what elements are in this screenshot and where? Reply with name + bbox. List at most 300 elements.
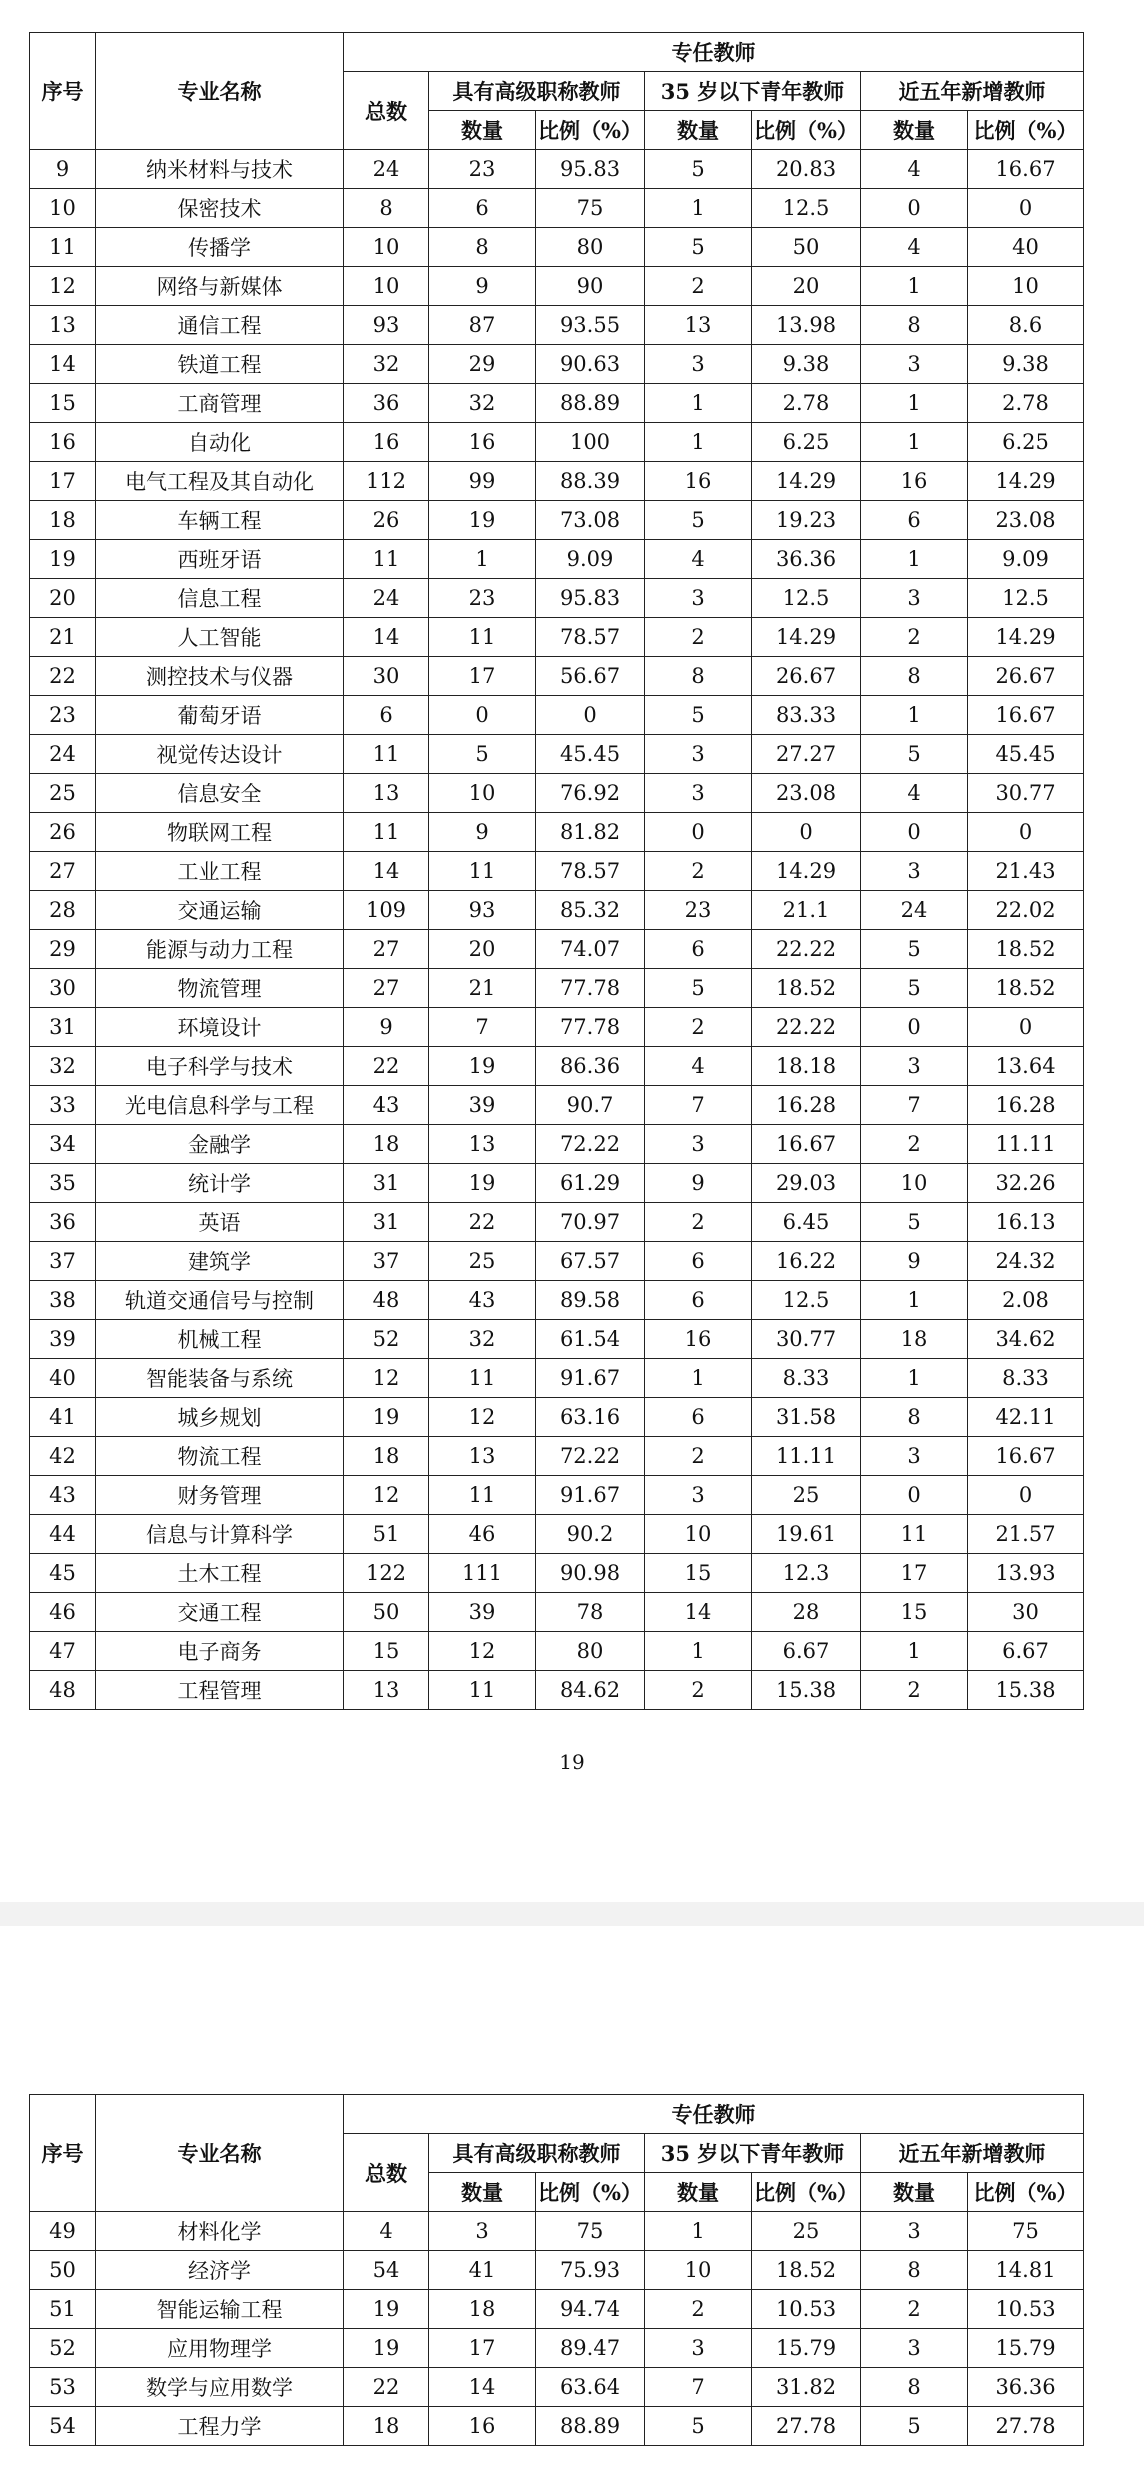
senior-ratio-cell: 91.67 bbox=[536, 1359, 645, 1398]
seq-cell: 41 bbox=[30, 1398, 96, 1437]
young-count-cell: 8 bbox=[645, 657, 752, 696]
senior-count-cell: 11 bbox=[429, 1359, 536, 1398]
senior-ratio-cell: 75.93 bbox=[536, 2251, 645, 2290]
senior-count-cell: 13 bbox=[429, 1437, 536, 1476]
young-ratio-cell: 18.52 bbox=[752, 2251, 861, 2290]
recent-count-cell: 3 bbox=[861, 579, 968, 618]
seq-cell: 22 bbox=[30, 657, 96, 696]
table-row bbox=[30, 1008, 1084, 1047]
table-row bbox=[30, 1359, 1084, 1398]
recent-ratio-cell: 15.38 bbox=[968, 1671, 1084, 1710]
table-row bbox=[30, 267, 1084, 306]
recent-ratio-cell: 34.62 bbox=[968, 1320, 1084, 1359]
young-count-cell: 14 bbox=[645, 1593, 752, 1632]
senior-ratio-cell: 74.07 bbox=[536, 930, 645, 969]
table-row bbox=[30, 1164, 1084, 1203]
major-name-cell: 轨道交通信号与控制 bbox=[96, 1281, 344, 1320]
recent-ratio-cell: 6.25 bbox=[968, 423, 1084, 462]
table-row bbox=[30, 969, 1084, 1008]
major-name-cell: 物联网工程 bbox=[96, 813, 344, 852]
young-count-cell: 10 bbox=[645, 2251, 752, 2290]
young-ratio-cell: 29.03 bbox=[752, 1164, 861, 1203]
total-cell: 37 bbox=[344, 1242, 429, 1281]
major-name-cell: 应用物理学 bbox=[96, 2329, 344, 2368]
page-number: 19 bbox=[559, 1750, 585, 1774]
total-cell: 26 bbox=[344, 501, 429, 540]
senior-count-cell: 16 bbox=[429, 2407, 536, 2446]
young-ratio-cell: 23.08 bbox=[752, 774, 861, 813]
total-cell: 18 bbox=[344, 1437, 429, 1476]
table-body bbox=[30, 150, 1084, 1710]
seq-cell: 23 bbox=[30, 696, 96, 735]
seq-cell: 48 bbox=[30, 1671, 96, 1710]
major-name-cell: 物流工程 bbox=[96, 1437, 344, 1476]
major-header: 专业名称 bbox=[96, 33, 344, 150]
recent-ratio-cell: 9.09 bbox=[968, 540, 1084, 579]
young-ratio-cell: 31.82 bbox=[752, 2368, 861, 2407]
major-name-cell: 智能装备与系统 bbox=[96, 1359, 344, 1398]
senior-count-cell: 9 bbox=[429, 813, 536, 852]
young-ratio-cell: 83.33 bbox=[752, 696, 861, 735]
major-name-cell: 工商管理 bbox=[96, 384, 344, 423]
senior-count-cell: 23 bbox=[429, 579, 536, 618]
recent-hire-header: 近五年新增教师 bbox=[861, 72, 1084, 111]
seq-cell: 37 bbox=[30, 1242, 96, 1281]
seq-cell: 46 bbox=[30, 1593, 96, 1632]
recent-count-cell: 3 bbox=[861, 2329, 968, 2368]
young-count-cell: 2 bbox=[645, 618, 752, 657]
senior-ratio-cell: 89.47 bbox=[536, 2329, 645, 2368]
senior-ratio-cell: 80 bbox=[536, 228, 645, 267]
seq-cell: 45 bbox=[30, 1554, 96, 1593]
faculty-group-header: 专任教师 bbox=[344, 2095, 1084, 2134]
young-count-cell: 16 bbox=[645, 462, 752, 501]
recent-count-cell: 1 bbox=[861, 1632, 968, 1671]
recent-count-cell: 1 bbox=[861, 423, 968, 462]
seq-cell: 43 bbox=[30, 1476, 96, 1515]
young-ratio-cell: 10.53 bbox=[752, 2290, 861, 2329]
table-row bbox=[30, 1554, 1084, 1593]
senior-count-cell: 39 bbox=[429, 1593, 536, 1632]
table-row bbox=[30, 384, 1084, 423]
major-name-cell: 财务管理 bbox=[96, 1476, 344, 1515]
recent-count-cell: 15 bbox=[861, 1593, 968, 1632]
total-cell: 12 bbox=[344, 1476, 429, 1515]
recent-count-cell: 4 bbox=[861, 150, 968, 189]
young-count-cell: 23 bbox=[645, 891, 752, 930]
recent-count-cell: 2 bbox=[861, 1125, 968, 1164]
major-name-cell: 工业工程 bbox=[96, 852, 344, 891]
recent-ratio-cell: 14.81 bbox=[968, 2251, 1084, 2290]
count-header: 数量 bbox=[645, 2173, 752, 2212]
young-ratio-cell: 27.27 bbox=[752, 735, 861, 774]
young-count-cell: 3 bbox=[645, 1125, 752, 1164]
seq-cell: 14 bbox=[30, 345, 96, 384]
major-name-cell: 自动化 bbox=[96, 423, 344, 462]
table-row bbox=[30, 462, 1084, 501]
total-cell: 52 bbox=[344, 1320, 429, 1359]
recent-count-cell: 6 bbox=[861, 501, 968, 540]
recent-ratio-cell: 26.67 bbox=[968, 657, 1084, 696]
young-count-cell: 6 bbox=[645, 1281, 752, 1320]
senior-ratio-cell: 90.63 bbox=[536, 345, 645, 384]
recent-count-cell: 8 bbox=[861, 2251, 968, 2290]
recent-count-cell: 0 bbox=[861, 1008, 968, 1047]
table-row bbox=[30, 657, 1084, 696]
senior-count-cell: 17 bbox=[429, 2329, 536, 2368]
recent-count-cell: 24 bbox=[861, 891, 968, 930]
table-row bbox=[30, 1632, 1084, 1671]
table-row bbox=[30, 2251, 1084, 2290]
table-row bbox=[30, 1242, 1084, 1281]
count-header: 数量 bbox=[861, 2173, 968, 2212]
total-cell: 31 bbox=[344, 1164, 429, 1203]
table-row bbox=[30, 1671, 1084, 1710]
ratio-header: 比例（%） bbox=[536, 111, 645, 150]
total-cell: 93 bbox=[344, 306, 429, 345]
seq-cell: 9 bbox=[30, 150, 96, 189]
recent-count-cell: 1 bbox=[861, 540, 968, 579]
young-ratio-cell: 21.1 bbox=[752, 891, 861, 930]
total-cell: 30 bbox=[344, 657, 429, 696]
senior-count-cell: 43 bbox=[429, 1281, 536, 1320]
senior-ratio-cell: 78.57 bbox=[536, 852, 645, 891]
total-cell: 32 bbox=[344, 345, 429, 384]
young-teacher-header: 35 岁以下青年教师 bbox=[645, 72, 861, 111]
total-cell: 22 bbox=[344, 1047, 429, 1086]
young-count-cell: 5 bbox=[645, 501, 752, 540]
senior-ratio-cell: 78 bbox=[536, 1593, 645, 1632]
document-page-2 bbox=[0, 1926, 1144, 2466]
young-ratio-cell: 25 bbox=[752, 2212, 861, 2251]
total-header: 总数 bbox=[344, 72, 429, 150]
young-ratio-cell: 18.52 bbox=[752, 969, 861, 1008]
senior-count-cell: 18 bbox=[429, 2290, 536, 2329]
recent-count-cell: 18 bbox=[861, 1320, 968, 1359]
total-cell: 18 bbox=[344, 1125, 429, 1164]
senior-ratio-cell: 56.67 bbox=[536, 657, 645, 696]
young-count-cell: 10 bbox=[645, 1515, 752, 1554]
table-row bbox=[30, 1281, 1084, 1320]
total-cell: 16 bbox=[344, 423, 429, 462]
senior-count-cell: 11 bbox=[429, 1476, 536, 1515]
recent-ratio-cell: 10.53 bbox=[968, 2290, 1084, 2329]
senior-ratio-cell: 90.2 bbox=[536, 1515, 645, 1554]
table-row bbox=[30, 1515, 1084, 1554]
recent-count-cell: 7 bbox=[861, 1086, 968, 1125]
ratio-header: 比例（%） bbox=[752, 111, 861, 150]
recent-count-cell: 1 bbox=[861, 384, 968, 423]
young-ratio-cell: 2.78 bbox=[752, 384, 861, 423]
senior-count-cell: 0 bbox=[429, 696, 536, 735]
young-ratio-cell: 31.58 bbox=[752, 1398, 861, 1437]
young-count-cell: 3 bbox=[645, 2329, 752, 2368]
senior-count-cell: 11 bbox=[429, 618, 536, 657]
major-name-cell: 车辆工程 bbox=[96, 501, 344, 540]
young-ratio-cell: 19.23 bbox=[752, 501, 861, 540]
young-count-cell: 6 bbox=[645, 1398, 752, 1437]
seq-cell: 26 bbox=[30, 813, 96, 852]
recent-ratio-cell: 6.67 bbox=[968, 1632, 1084, 1671]
table-row bbox=[30, 1320, 1084, 1359]
young-count-cell: 3 bbox=[645, 735, 752, 774]
table-row bbox=[30, 930, 1084, 969]
young-count-cell: 6 bbox=[645, 1242, 752, 1281]
total-cell: 6 bbox=[344, 696, 429, 735]
recent-count-cell: 8 bbox=[861, 306, 968, 345]
page-gap bbox=[0, 1902, 1144, 1926]
table-row bbox=[30, 1398, 1084, 1437]
senior-ratio-cell: 81.82 bbox=[536, 813, 645, 852]
total-cell: 19 bbox=[344, 2290, 429, 2329]
senior-ratio-cell: 70.97 bbox=[536, 1203, 645, 1242]
young-ratio-cell: 30.77 bbox=[752, 1320, 861, 1359]
table-row bbox=[30, 423, 1084, 462]
recent-ratio-cell: 21.43 bbox=[968, 852, 1084, 891]
recent-count-cell: 5 bbox=[861, 735, 968, 774]
recent-count-cell: 2 bbox=[861, 2290, 968, 2329]
table-row bbox=[30, 2407, 1084, 2446]
recent-hire-header: 近五年新增教师 bbox=[861, 2134, 1084, 2173]
senior-count-cell: 14 bbox=[429, 2368, 536, 2407]
major-name-cell: 信息工程 bbox=[96, 579, 344, 618]
major-name-cell: 视觉传达设计 bbox=[96, 735, 344, 774]
young-ratio-cell: 16.28 bbox=[752, 1086, 861, 1125]
recent-ratio-cell: 40 bbox=[968, 228, 1084, 267]
major-name-cell: 城乡规划 bbox=[96, 1398, 344, 1437]
recent-ratio-cell: 16.67 bbox=[968, 1437, 1084, 1476]
recent-count-cell: 3 bbox=[861, 345, 968, 384]
senior-count-cell: 23 bbox=[429, 150, 536, 189]
senior-count-cell: 9 bbox=[429, 267, 536, 306]
senior-ratio-cell: 77.78 bbox=[536, 1008, 645, 1047]
young-ratio-cell: 16.67 bbox=[752, 1125, 861, 1164]
recent-ratio-cell: 75 bbox=[968, 2212, 1084, 2251]
recent-count-cell: 2 bbox=[861, 1671, 968, 1710]
recent-count-cell: 5 bbox=[861, 969, 968, 1008]
table-row bbox=[30, 852, 1084, 891]
major-name-cell: 智能运输工程 bbox=[96, 2290, 344, 2329]
recent-ratio-cell: 9.38 bbox=[968, 345, 1084, 384]
major-name-cell: 网络与新媒体 bbox=[96, 267, 344, 306]
senior-ratio-cell: 94.74 bbox=[536, 2290, 645, 2329]
recent-count-cell: 5 bbox=[861, 1203, 968, 1242]
total-cell: 4 bbox=[344, 2212, 429, 2251]
young-ratio-cell: 12.3 bbox=[752, 1554, 861, 1593]
total-cell: 14 bbox=[344, 618, 429, 657]
major-name-cell: 能源与动力工程 bbox=[96, 930, 344, 969]
table-row bbox=[30, 696, 1084, 735]
table-row bbox=[30, 2212, 1084, 2251]
total-cell: 24 bbox=[344, 579, 429, 618]
young-ratio-cell: 25 bbox=[752, 1476, 861, 1515]
major-name-cell: 传播学 bbox=[96, 228, 344, 267]
major-name-cell: 人工智能 bbox=[96, 618, 344, 657]
total-cell: 112 bbox=[344, 462, 429, 501]
recent-ratio-cell: 32.26 bbox=[968, 1164, 1084, 1203]
major-name-cell: 经济学 bbox=[96, 2251, 344, 2290]
young-count-cell: 13 bbox=[645, 306, 752, 345]
major-name-cell: 电子商务 bbox=[96, 1632, 344, 1671]
seq-cell: 28 bbox=[30, 891, 96, 930]
senior-ratio-cell: 100 bbox=[536, 423, 645, 462]
seq-cell: 24 bbox=[30, 735, 96, 774]
table-row bbox=[30, 1593, 1084, 1632]
seq-header: 序号 bbox=[30, 2095, 96, 2212]
recent-ratio-cell: 2.08 bbox=[968, 1281, 1084, 1320]
seq-cell: 21 bbox=[30, 618, 96, 657]
senior-ratio-cell: 63.16 bbox=[536, 1398, 645, 1437]
table-row bbox=[30, 774, 1084, 813]
major-name-cell: 电子科学与技术 bbox=[96, 1047, 344, 1086]
major-name-cell: 铁道工程 bbox=[96, 345, 344, 384]
young-ratio-cell: 6.67 bbox=[752, 1632, 861, 1671]
total-cell: 24 bbox=[344, 150, 429, 189]
senior-ratio-cell: 9.09 bbox=[536, 540, 645, 579]
young-count-cell: 5 bbox=[645, 696, 752, 735]
major-name-cell: 工程管理 bbox=[96, 1671, 344, 1710]
recent-ratio-cell: 16.67 bbox=[968, 150, 1084, 189]
seq-cell: 53 bbox=[30, 2368, 96, 2407]
young-count-cell: 1 bbox=[645, 384, 752, 423]
seq-cell: 36 bbox=[30, 1203, 96, 1242]
recent-count-cell: 8 bbox=[861, 1398, 968, 1437]
senior-count-cell: 19 bbox=[429, 1164, 536, 1203]
senior-count-cell: 10 bbox=[429, 774, 536, 813]
young-count-cell: 7 bbox=[645, 2368, 752, 2407]
recent-count-cell: 9 bbox=[861, 1242, 968, 1281]
recent-ratio-cell: 16.28 bbox=[968, 1086, 1084, 1125]
senior-ratio-cell: 95.83 bbox=[536, 150, 645, 189]
young-ratio-cell: 14.29 bbox=[752, 852, 861, 891]
recent-ratio-cell: 15.79 bbox=[968, 2329, 1084, 2368]
senior-count-cell: 12 bbox=[429, 1632, 536, 1671]
senior-count-cell: 1 bbox=[429, 540, 536, 579]
recent-ratio-cell: 2.78 bbox=[968, 384, 1084, 423]
recent-count-cell: 0 bbox=[861, 1476, 968, 1515]
table-row bbox=[30, 228, 1084, 267]
major-name-cell: 金融学 bbox=[96, 1125, 344, 1164]
recent-ratio-cell: 14.29 bbox=[968, 618, 1084, 657]
recent-count-cell: 5 bbox=[861, 930, 968, 969]
senior-count-cell: 17 bbox=[429, 657, 536, 696]
young-count-cell: 1 bbox=[645, 423, 752, 462]
young-ratio-cell: 28 bbox=[752, 1593, 861, 1632]
total-cell: 10 bbox=[344, 267, 429, 306]
recent-ratio-cell: 13.93 bbox=[968, 1554, 1084, 1593]
young-count-cell: 3 bbox=[645, 579, 752, 618]
young-count-cell: 5 bbox=[645, 969, 752, 1008]
senior-ratio-cell: 88.89 bbox=[536, 384, 645, 423]
seq-cell: 38 bbox=[30, 1281, 96, 1320]
young-ratio-cell: 8.33 bbox=[752, 1359, 861, 1398]
senior-count-cell: 21 bbox=[429, 969, 536, 1008]
senior-count-cell: 39 bbox=[429, 1086, 536, 1125]
young-count-cell: 16 bbox=[645, 1320, 752, 1359]
total-cell: 22 bbox=[344, 2368, 429, 2407]
major-name-cell: 建筑学 bbox=[96, 1242, 344, 1281]
senior-ratio-cell: 72.22 bbox=[536, 1125, 645, 1164]
young-ratio-cell: 15.79 bbox=[752, 2329, 861, 2368]
total-cell: 9 bbox=[344, 1008, 429, 1047]
young-ratio-cell: 27.78 bbox=[752, 2407, 861, 2446]
senior-count-cell: 29 bbox=[429, 345, 536, 384]
senior-title-header: 具有高级职称教师 bbox=[429, 72, 645, 111]
senior-ratio-cell: 80 bbox=[536, 1632, 645, 1671]
recent-count-cell: 11 bbox=[861, 1515, 968, 1554]
young-ratio-cell: 22.22 bbox=[752, 930, 861, 969]
recent-ratio-cell: 22.02 bbox=[968, 891, 1084, 930]
seq-cell: 11 bbox=[30, 228, 96, 267]
young-ratio-cell: 20 bbox=[752, 267, 861, 306]
recent-count-cell: 8 bbox=[861, 2368, 968, 2407]
table-row bbox=[30, 618, 1084, 657]
seq-cell: 29 bbox=[30, 930, 96, 969]
senior-ratio-cell: 90.98 bbox=[536, 1554, 645, 1593]
seq-cell: 25 bbox=[30, 774, 96, 813]
young-ratio-cell: 6.25 bbox=[752, 423, 861, 462]
recent-ratio-cell: 0 bbox=[968, 813, 1084, 852]
total-cell: 31 bbox=[344, 1203, 429, 1242]
senior-count-cell: 87 bbox=[429, 306, 536, 345]
table-header bbox=[30, 33, 1084, 150]
recent-ratio-cell: 13.64 bbox=[968, 1047, 1084, 1086]
young-count-cell: 9 bbox=[645, 1164, 752, 1203]
seq-cell: 10 bbox=[30, 189, 96, 228]
young-ratio-cell: 22.22 bbox=[752, 1008, 861, 1047]
faculty-table-page-2 bbox=[29, 2094, 1084, 2446]
senior-count-cell: 25 bbox=[429, 1242, 536, 1281]
major-name-cell: 交通运输 bbox=[96, 891, 344, 930]
recent-ratio-cell: 0 bbox=[968, 1476, 1084, 1515]
recent-ratio-cell: 16.67 bbox=[968, 696, 1084, 735]
table-row bbox=[30, 2290, 1084, 2329]
seq-cell: 47 bbox=[30, 1632, 96, 1671]
young-ratio-cell: 16.22 bbox=[752, 1242, 861, 1281]
table-row bbox=[30, 1437, 1084, 1476]
seq-cell: 15 bbox=[30, 384, 96, 423]
major-name-cell: 环境设计 bbox=[96, 1008, 344, 1047]
major-name-cell: 保密技术 bbox=[96, 189, 344, 228]
recent-count-cell: 1 bbox=[861, 1359, 968, 1398]
young-count-cell: 6 bbox=[645, 930, 752, 969]
recent-ratio-cell: 30.77 bbox=[968, 774, 1084, 813]
total-cell: 11 bbox=[344, 813, 429, 852]
total-cell: 14 bbox=[344, 852, 429, 891]
table-row bbox=[30, 891, 1084, 930]
senior-ratio-cell: 75 bbox=[536, 2212, 645, 2251]
total-cell: 27 bbox=[344, 930, 429, 969]
young-count-cell: 4 bbox=[645, 1047, 752, 1086]
major-name-cell: 测控技术与仪器 bbox=[96, 657, 344, 696]
senior-ratio-cell: 84.62 bbox=[536, 1671, 645, 1710]
recent-ratio-cell: 42.11 bbox=[968, 1398, 1084, 1437]
recent-count-cell: 3 bbox=[861, 1047, 968, 1086]
senior-count-cell: 16 bbox=[429, 423, 536, 462]
total-cell: 51 bbox=[344, 1515, 429, 1554]
ratio-header: 比例（%） bbox=[752, 2173, 861, 2212]
major-header: 专业名称 bbox=[96, 2095, 344, 2212]
recent-count-cell: 1 bbox=[861, 1281, 968, 1320]
young-ratio-cell: 12.5 bbox=[752, 1281, 861, 1320]
recent-count-cell: 8 bbox=[861, 657, 968, 696]
young-count-cell: 2 bbox=[645, 852, 752, 891]
seq-cell: 18 bbox=[30, 501, 96, 540]
count-header: 数量 bbox=[429, 2173, 536, 2212]
seq-cell: 39 bbox=[30, 1320, 96, 1359]
table-row bbox=[30, 1203, 1084, 1242]
total-header: 总数 bbox=[344, 2134, 429, 2212]
